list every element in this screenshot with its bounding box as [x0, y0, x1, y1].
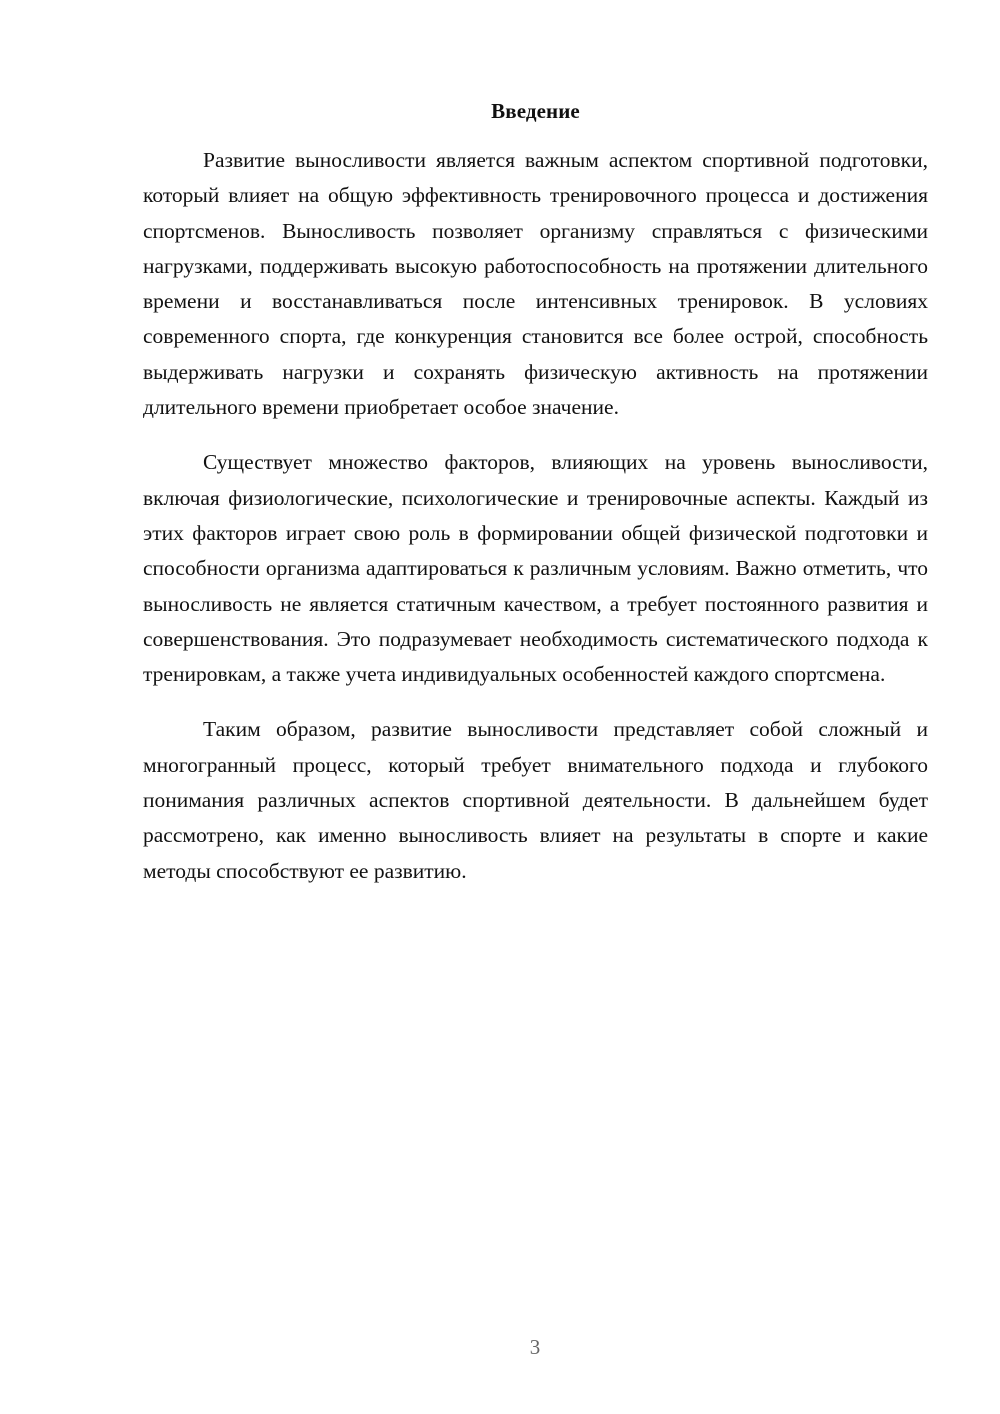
page-number: 3 [529, 1335, 541, 1359]
paragraph-2: Существует множество факторов, влияющих на уровень выносливости, включая физиологические, психологические и тренировочные аспекты. Каждый из этих факторов играет свою роль в формировании общей физической подготовки и способности организма адаптироваться к различным условиям. Важно отметить, что выносливость не является статичным качеством, а требует постоянного развития и совершенствования. Это подразумевает необходимость систематического подхода к тренировкам, а также учета индивидуальных особенностей каждого спортсмена. [143, 450, 928, 687]
paragraph-1: Развитие выносливости является важным аспектом спортивной подготовки, который влияет на общую эффективность тренировочного процесса и достижения спортсменов. Выносливость позволяет организму справляться с физическими нагрузками, поддерживать высокую работоспособность на протяжении длительного времени и восстанавливаться после интенсивных тренировок. В условиях современного спорта, где конкуренция становится все более острой, способность выдерживать нагрузки и сохранять физическую активность на протяжении длительного времени приобретает особое значение. [143, 148, 928, 420]
paragraph-3: Таким образом, развитие выносливости представляет собой сложный и многогранный процесс, который требует внимательного подхода и глубокого понимания различных аспектов спортивной деятельности. В дальнейшем будет рассмотрено, как именно выносливость влияет на результаты в спорте и какие методы способствуют ее развитию. [143, 717, 928, 883]
page-title: Введение [491, 99, 580, 123]
body-text [143, 143, 928, 909]
